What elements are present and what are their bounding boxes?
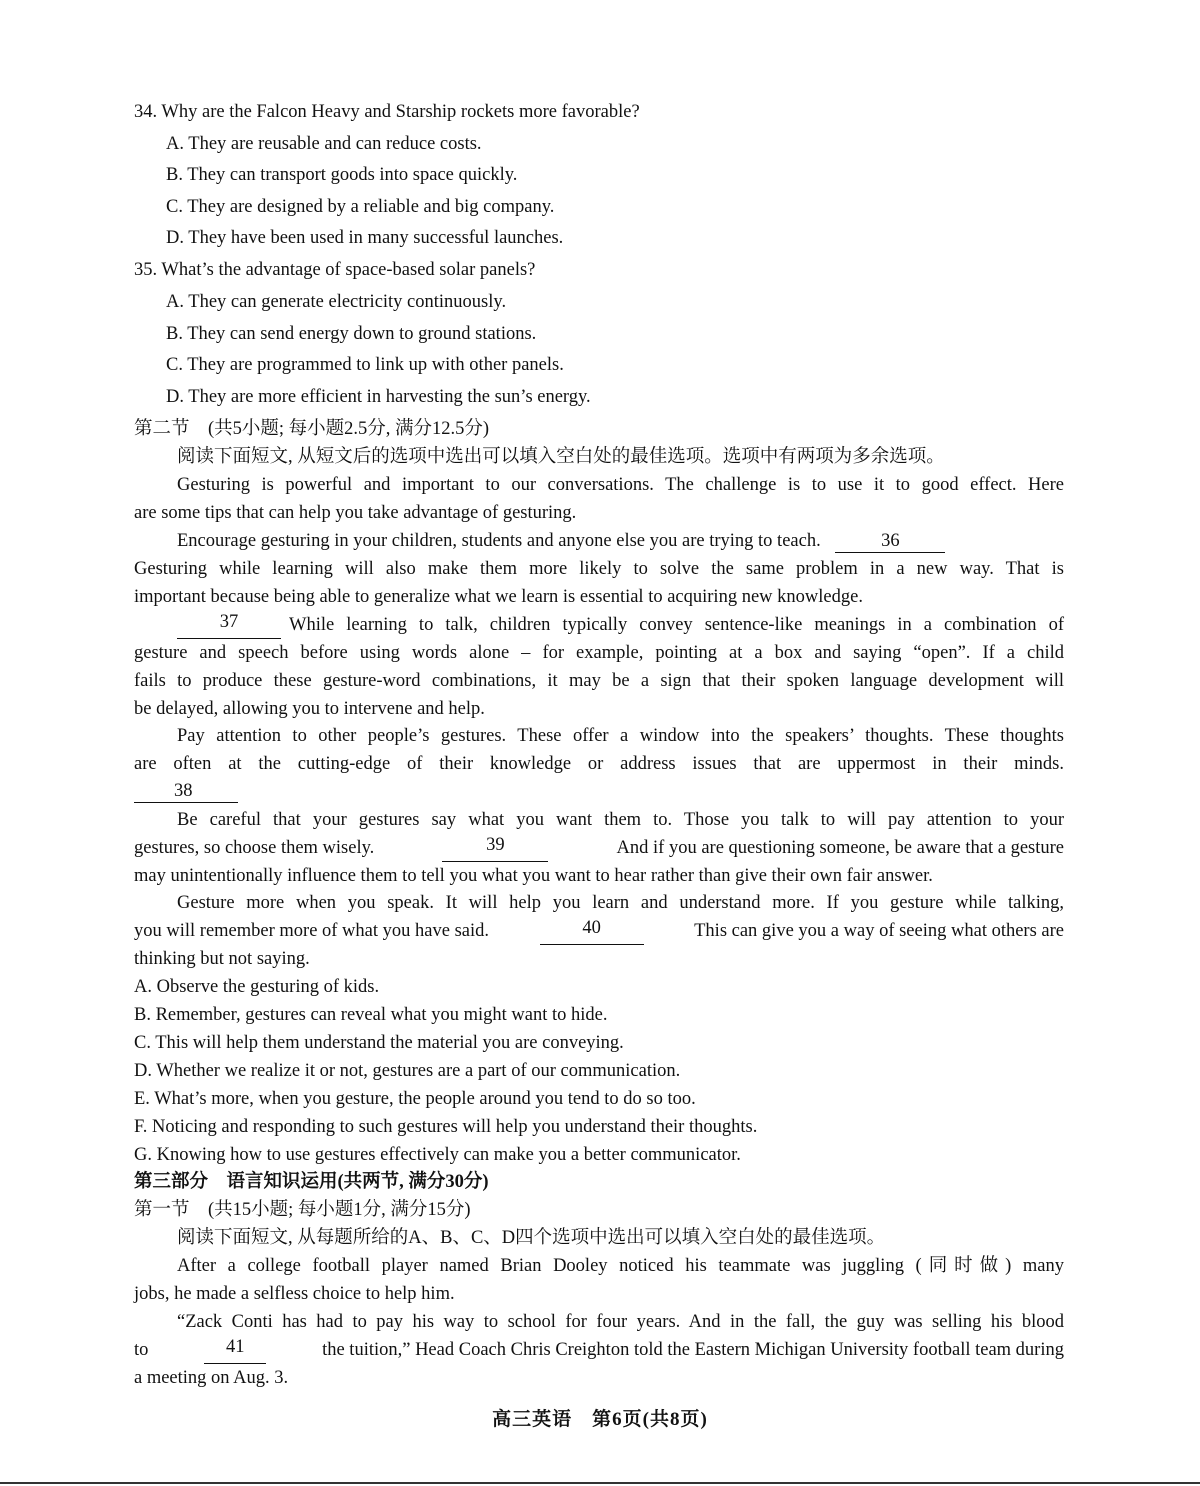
blank-37: 37 — [177, 611, 281, 639]
question-34-option-c: C. They are designed by a reliable and big company. — [166, 197, 555, 217]
passage-line: gesture and speech before using words alone – for example, pointing at a box and saying “open”. If a child — [134, 643, 1064, 663]
section-2-heading: 第二节 (共5小题; 每小题2.5分, 满分12.5分) — [134, 419, 490, 439]
passage-text: to — [134, 1340, 149, 1360]
passage-line — [177, 527, 945, 555]
passage-line — [134, 834, 1064, 862]
passage-text: While learning to talk, children typically convey sentence-like meanings in a combination of — [289, 615, 1064, 635]
passage-line — [134, 1336, 1064, 1364]
passage-line: Pay attention to other people’s gestures. These offer a window into the speakers’ thoughts. These thoughts — [177, 726, 1064, 746]
question-34-option-a: A. They are reusable and can reduce costs. — [166, 134, 482, 154]
passage-text: gestures, so choose them wisely. — [134, 838, 375, 858]
passage-line: are often at the cutting-edge of their knowledge or address issues that are uppermost in their minds. — [134, 754, 1064, 774]
passage-line: jobs, he made a selfless choice to help him. — [134, 1284, 455, 1304]
blank-36: 36 — [835, 530, 945, 553]
passage-line: are some tips that can help you take advantage of gesturing. — [134, 503, 577, 523]
blank-38-number: 38 — [174, 781, 193, 801]
part-3-heading: 第三部分 语言知识运用(共两节, 满分30分) — [134, 1172, 489, 1192]
question-35-option-b: B. They can send energy down to ground stations. — [166, 324, 537, 344]
option-e: E. What’s more, when you gesture, the people around you tend to do so too. — [134, 1089, 696, 1109]
blank-39: 39 — [442, 834, 548, 862]
passage-line: fails to produce these gesture-word combinations, it may be a sign that their spoken language development will — [134, 671, 1064, 691]
option-c: C. This will help them understand the material you are conveying. — [134, 1033, 624, 1053]
question-35-option-c: C. They are programmed to link up with other panels. — [166, 355, 564, 375]
question-35-option-d: D. They are more efficient in harvesting the sun’s energy. — [166, 387, 591, 407]
passage-line: thinking but not saying. — [134, 949, 310, 969]
passage-line: Be careful that your gestures say what you want them to. Those you talk to will pay attention to your — [177, 810, 1064, 830]
passage-line: important because being able to generalize what we learn is essential to acquiring new knowledge. — [134, 587, 863, 607]
question-34-option-d: D. They have been used in many successful launches. — [166, 228, 564, 248]
passage-line: “Zack Conti has had to pay his way to school for four years. And in the fall, the guy was selling his blood — [177, 1312, 1064, 1332]
passage-text: Encourage gesturing in your children, students and anyone else you are trying to teach. — [177, 531, 821, 551]
passage-line — [134, 777, 238, 805]
passage-line: may unintentionally influence them to tell you what you want to hear rather than give their own fair answer. — [134, 866, 933, 886]
option-g: G. Knowing how to use gestures effectively can make you a better communicator. — [134, 1145, 741, 1165]
blank-40: 40 — [540, 917, 644, 945]
question-35-stem: 35. What’s the advantage of space-based solar panels? — [134, 260, 536, 280]
question-34-option-b: B. They can transport goods into space quickly. — [166, 165, 518, 185]
blank-38 — [134, 780, 238, 803]
blank-41: 41 — [204, 1336, 266, 1364]
passage-text: the tuition,” Head Coach Chris Creighton told the Eastern Michigan University football team during — [322, 1340, 1064, 1360]
option-a: A. Observe the gesturing of kids. — [134, 977, 380, 997]
passage-line — [177, 611, 1064, 639]
passage-text: This can give you a way of seeing what others are — [694, 921, 1064, 941]
passage-line: Gesturing is powerful and important to our conversations. The challenge is to use it to good effect. Here — [177, 475, 1064, 495]
passage-text: And if you are questioning someone, be aware that a gesture — [616, 838, 1064, 858]
passage-line: After a college football player named Brian Dooley noticed his teammate was juggling (同时做) many — [177, 1256, 1064, 1276]
page-footer: 高三英语 第6页(共8页) — [492, 1409, 708, 1430]
passage-line: be delayed, allowing you to intervene and help. — [134, 699, 485, 719]
part-3-instruction: 阅读下面短文, 从每题所给的A、B、C、D四个选项中选出可以填入空白处的最佳选项。 — [177, 1228, 886, 1248]
option-d: D. Whether we realize it or not, gestures are a part of our communication. — [134, 1061, 681, 1081]
bottom-divider — [0, 1482, 1200, 1484]
section-2-instruction: 阅读下面短文, 从短文后的选项中选出可以填入空白处的最佳选项。选项中有两项为多余选项。 — [177, 447, 945, 467]
passage-line: a meeting on Aug. 3. — [134, 1368, 289, 1388]
passage-line: Gesture more when you speak. It will help you learn and understand more. If you gesture while talking, — [177, 893, 1064, 913]
passage-text: you will remember more of what you have said. — [134, 921, 489, 941]
passage-line — [134, 917, 1064, 945]
part-3-section-1-heading: 第一节 (共15小题; 每小题1分, 满分15分) — [134, 1200, 471, 1220]
option-f: F. Noticing and responding to such gestures will help you understand their thoughts. — [134, 1117, 758, 1137]
passage-line: Gesturing while learning will also make them more likely to solve the same problem in a new way. That is — [134, 559, 1064, 579]
question-35-option-a: A. They can generate electricity continuously. — [166, 292, 507, 312]
option-b: B. Remember, gestures can reveal what you might want to hide. — [134, 1005, 608, 1025]
question-34-stem: 34. Why are the Falcon Heavy and Starship rockets more favorable? — [134, 102, 640, 122]
